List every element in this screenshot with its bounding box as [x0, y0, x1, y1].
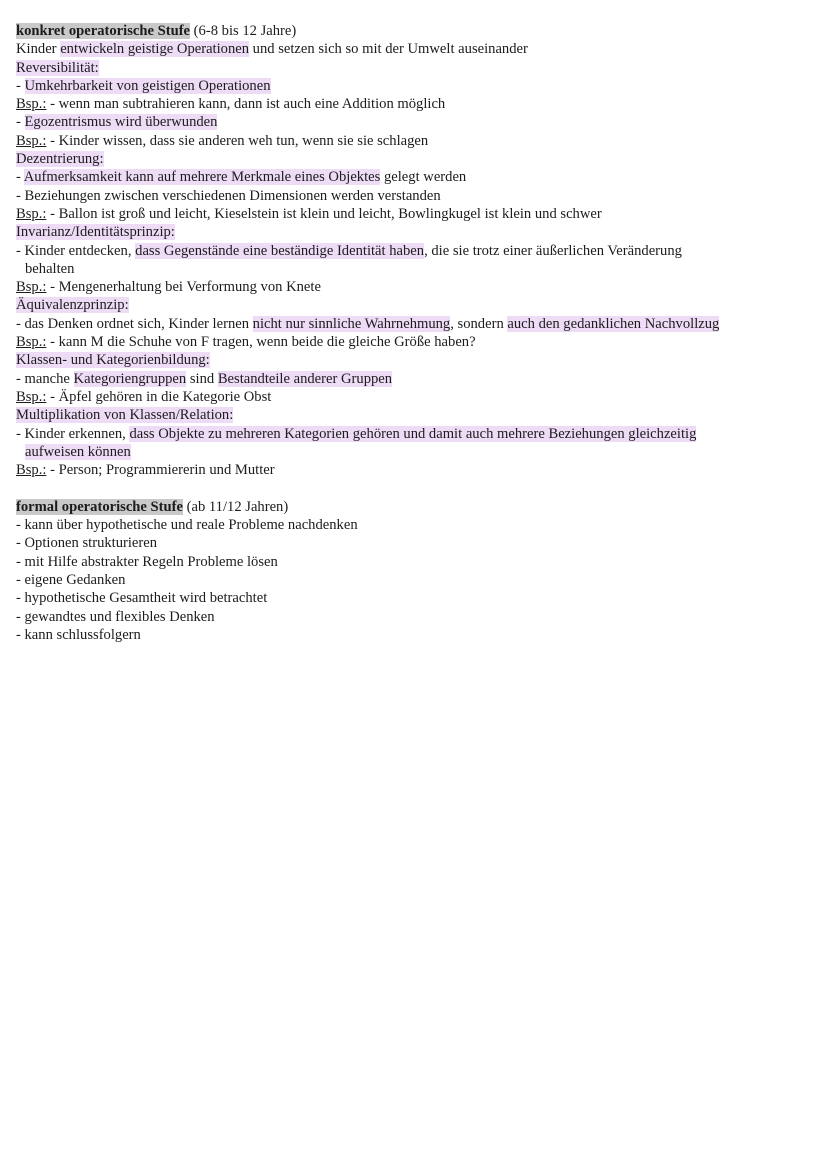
list-item: - Optionen strukturieren [16, 535, 158, 552]
bsp-label: Bsp.: [16, 132, 47, 149]
list-item: - manche Kategoriengruppen sind Bestandteile anderer Gruppen [16, 370, 393, 387]
document-page [16, 22, 816, 644]
highlight: Aufmerksamkeit kann auf [23, 169, 177, 186]
subheading-klassenbildung: Klassen- und Kategorienbildung: [16, 352, 210, 369]
example-line: Bsp.: - kann M die Schuhe von F tragen, wenn beide die gleiche Größe haben? [16, 334, 476, 351]
subheading-dezentrierung: Dezentrierung: [16, 151, 104, 168]
example-line: Bsp.: - Person; Programmiererin und Mutter [16, 462, 275, 479]
highlight: Bestandteile anderer Gruppen [217, 370, 393, 387]
example-line: Bsp.: - Kinder wissen, dass sie anderen weh tun, wenn sie sie schlagen [16, 132, 429, 149]
list-item: - eigene Gedanken [16, 571, 126, 588]
section-heading-formal [16, 498, 816, 516]
bsp-label: Bsp.: [16, 205, 47, 222]
section-title: konkret operatorische Stufe [16, 23, 191, 39]
list-item: - Kinder entdecken, dass Gegenstände eine beständige Identität haben, die sie trotz einer äußerlichen Veränderung [16, 242, 682, 259]
highlight: Kategoriengruppen [73, 370, 187, 387]
section-spacer [16, 479, 816, 497]
list-item-continuation [16, 443, 816, 461]
subheading-reversibilitaet: Reversibilität: [16, 59, 99, 76]
highlight: aufweisen können [25, 443, 131, 460]
list-item: - kann schlussfolgern [16, 626, 141, 643]
subheading-invarianz: Invarianz/Identitätsprinzip: [16, 224, 175, 241]
highlight: Umkehrbarkeit von geistigen Operationen [24, 77, 271, 94]
highlight: dass Objekte zu mehreren Kategorien gehören und damit auch mehrere Beziehungen gleichzeitig [129, 425, 697, 442]
highlight: dass Gegenstände eine beständige Identität haben [135, 242, 425, 259]
bsp-label: Bsp.: [16, 279, 47, 296]
highlight: entwickeln geistige Operationen [60, 41, 250, 58]
list-item: - Beziehungen zwischen verschiedenen Dimensionen werden verstanden [16, 187, 441, 204]
bsp-label: Bsp.: [16, 334, 47, 351]
highlight: nicht nur sinnliche Wahrnehmung [252, 315, 451, 332]
intro-line: Kinder entwickeln geistige Operationen und setzen sich so mit der Umwelt auseinander [16, 41, 528, 58]
example-line: Bsp.: - Äpfel gehören in die Kategorie Obst [16, 388, 272, 405]
list-item-continuation: behalten [25, 260, 75, 277]
bsp-label: Bsp.: [16, 462, 47, 479]
section-title: formal operatorische Stufe [16, 498, 183, 515]
list-item: - Aufmerksamkeit kann auf mehrere Merkmale eines Objektes gelegt werden [16, 169, 467, 186]
highlight: mehrere Merkmale eines Objektes [179, 169, 381, 186]
example-line: Bsp.: - Mengenerhaltung bei Verformung von Knete [16, 279, 321, 296]
subheading-aequivalenz: Äquivalenzprinzip: [16, 297, 129, 314]
example-line: Bsp.: - wenn man subtrahieren kann, dann ist auch eine Addition möglich [16, 96, 446, 113]
list-item: - Umkehrbarkeit von geistigen Operationen [16, 77, 271, 94]
bsp-label: Bsp.: [16, 388, 47, 405]
list-item: - Kinder erkennen, dass Objekte zu mehreren Kategorien gehören und damit auch mehrere Beziehungen gleichzeitig [16, 425, 697, 442]
list-item: - gewandtes und flexibles Denken [16, 608, 215, 625]
list-item: - das Denken ordnet sich, Kinder lernen nicht nur sinnliche Wahrnehmung, sondern auch den gedanklichen Nachvollzug [16, 315, 720, 332]
list-item: - Egozentrismus wird überwunden [16, 114, 218, 131]
subheading-multiplikation: Multiplikation von Klassen/Relation: [16, 407, 234, 424]
list-item: - hypothetische Gesamtheit wird betrachtet [16, 590, 268, 607]
highlight: auch den gedanklichen Nachvollzug [507, 315, 720, 332]
list-item: - kann über hypothetische und reale Probleme nachdenken [16, 517, 358, 534]
section-heading-konkret [16, 22, 816, 40]
example-line: Bsp.: - Ballon ist groß und leicht, Kieselstein ist klein und leicht, Bowlingkugel ist klein und schwer [16, 205, 602, 222]
bsp-label: Bsp.: [16, 96, 47, 113]
list-item: - mit Hilfe abstrakter Regeln Probleme lösen [16, 553, 278, 570]
section-age-range: (ab 11/12 Jahren) [182, 498, 289, 515]
section-age-range: (6-8 bis 12 Jahre) [190, 23, 297, 39]
highlight: Egozentrismus wird überwunden [24, 114, 218, 131]
